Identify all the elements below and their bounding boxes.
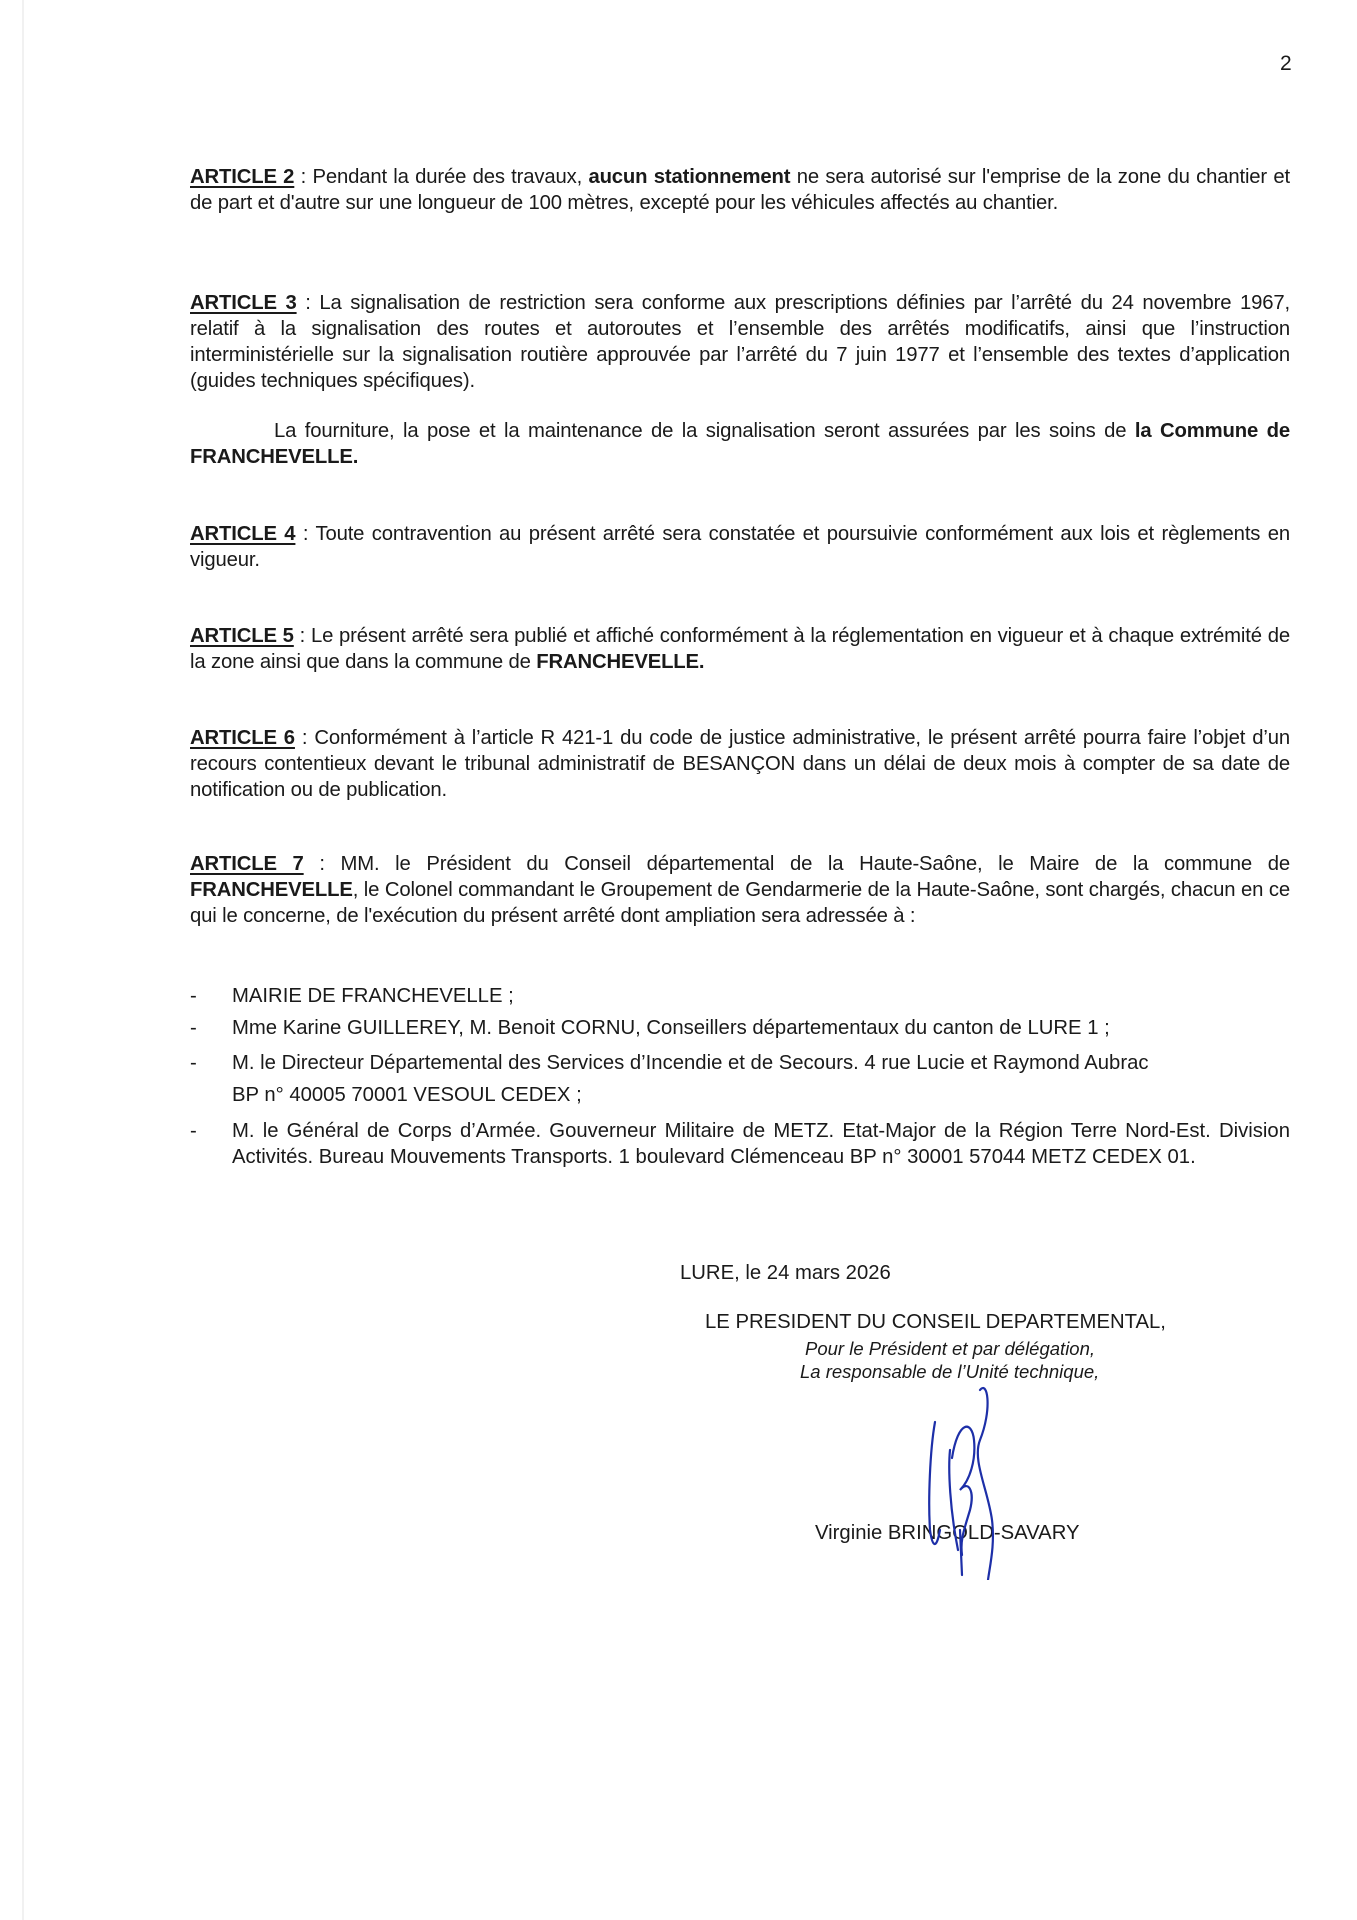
article-2: ARTICLE 2 : Pendant la durée des travaux, aucun stationnement ne sera autorisé sur l'emprise de la zone du chantier et de part et d'autre sur une longueur de 100 mètres, excepté pour les véhicules affectés au chantier. — [190, 166, 1290, 214]
article-7: ARTICLE 7 : MM. le Président du Conseil départemental de la Haute-Saône, le Maire de la commune de FRANCHEVELLE, le Colonel commandant le Groupement de Gendarmerie de la Haute-Saône, sont chargés, chacun en ce qui le concerne, de l'exécution du présent arrêté dont ampliation sera adressée à : — [190, 853, 1290, 927]
article-label: ARTICLE 3 — [190, 292, 297, 314]
page-number: 2 — [1280, 52, 1292, 75]
article-label: ARTICLE 2 — [190, 166, 295, 188]
scan-edge — [22, 0, 24, 1920]
signatory-title: LE PRESIDENT DU CONSEIL DEPARTEMENTAL, — [705, 1311, 1166, 1333]
article-label: ARTICLE 4 — [190, 523, 296, 545]
role-line: La responsable de l’Unité technique, — [800, 1361, 1100, 1382]
article-label: ARTICLE 5 — [190, 625, 294, 647]
article-3: ARTICLE 3 : La signalisation de restriction sera conforme aux prescriptions définies par l’arrêté du 24 novembre 1967, relatif à la signalisation des routes et autoroutes et l’ensemble des arrêtés modificatifs, ainsi que l’instruction interministérielle sur la signalisation routière approuvée par l’arrêté du 7 juin 1977 et l’ensemble des textes d’application (guides techniques spécifiques). — [190, 292, 1290, 392]
delegation-line: Pour le Président et par délégation, — [805, 1338, 1096, 1359]
article-6: ARTICLE 6 : Conformément à l’article R 421-1 du code de justice administrative, le présent arrêté pourra faire l’objet d’un recours contentieux devant le tribunal administratif de BESANÇON dans un délai de deux mois à compter de sa date de notification ou de publication. — [190, 727, 1290, 801]
place-date: LURE, le 24 mars 2026 — [680, 1262, 891, 1284]
article-label: ARTICLE 6 — [190, 727, 295, 749]
handwritten-signature — [900, 1380, 1040, 1580]
article-4: ARTICLE 4 : Toute contravention au présent arrêté sera constatée et poursuivie conformément aux lois et règlements en vigueur. — [190, 523, 1291, 571]
signatory-name: Virginie BRINGOLD-SAVARY — [815, 1522, 1080, 1544]
supply-paragraph: La fourniture, la pose et la maintenance de la signalisation seront assurées par les soins de la Commune de FRANCHEVELLE. — [190, 420, 1291, 468]
article-label: ARTICLE 7 — [190, 853, 304, 875]
article-5: ARTICLE 5 : Le présent arrêté sera publié et affiché conformément à la réglementation en vigueur et à chaque extrémité de la zone ainsi que dans la commune de FRANCHEVELLE. — [190, 625, 1290, 673]
